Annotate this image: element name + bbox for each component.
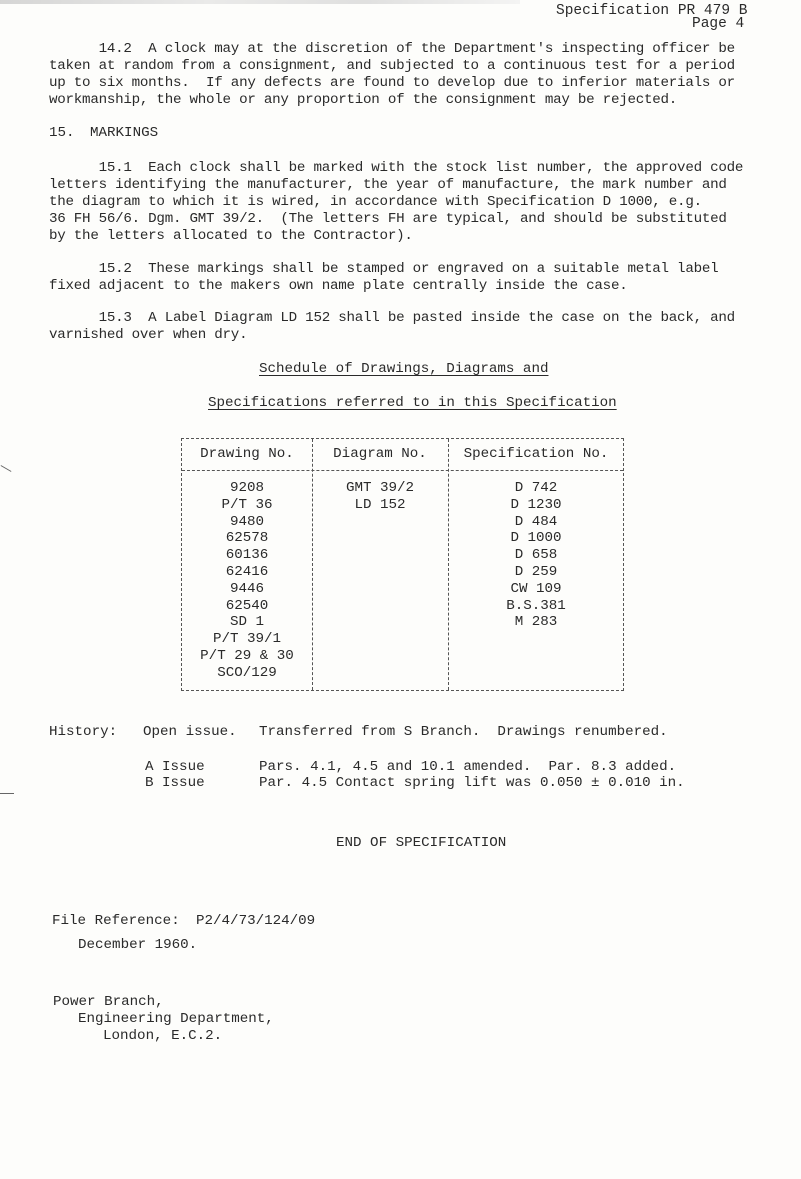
text-line: the diagram to which it is wired, in accordance with Specification D 1000, e.g. — [49, 194, 702, 210]
drawing-cell: 62540 — [225, 597, 269, 614]
address-line: Engineering Department, — [78, 1011, 274, 1027]
specification-cell: D 1000 — [510, 530, 562, 547]
spec-reference: Specification PR 479 B — [556, 3, 748, 19]
drawing-cell: 9480 — [229, 513, 265, 530]
text-line: 15.2 These markings shall be stamped or engraved on a suitable metal label — [49, 261, 719, 277]
diagram-cell: LD 152 — [354, 496, 406, 513]
specification-cell: D 259 — [514, 563, 558, 580]
drawing-column — [182, 480, 312, 682]
history-issue: B Issue — [145, 775, 205, 791]
drawing-cell: 60136 — [225, 547, 269, 564]
history-text: Transferred from S Branch. Drawings renumbered. — [259, 724, 668, 740]
text-line: 14.2 A clock may at the discretion of the Department's inspecting officer be — [49, 41, 735, 57]
scan-edge — [0, 0, 520, 4]
text-line: 15.1 Each clock shall be marked with the stock list number, the approved code — [49, 160, 744, 176]
history-label: History: — [49, 724, 118, 740]
schedule-title-line2: Specifications referred to in this Specification — [208, 395, 617, 411]
diagram-column — [312, 480, 448, 514]
specification-cell: D 742 — [514, 480, 558, 496]
drawing-cell: SCO/129 — [217, 664, 277, 681]
diagram-cell: GMT 39/2 — [345, 480, 415, 496]
history-text: Pars. 4.1, 4.5 and 10.1 amended. Par. 8.3 added. — [259, 759, 677, 775]
specification-cell: B.S.381 — [506, 597, 566, 614]
specification-column — [448, 480, 624, 631]
specification-cell: D 484 — [514, 513, 558, 530]
text-line: taken at random from a consignment, and subjected to a continuous test for a period — [49, 58, 735, 74]
history-issue: A Issue — [145, 759, 205, 775]
drawing-cell: SD 1 — [229, 614, 265, 631]
drawing-cell: 62416 — [225, 563, 269, 580]
end-of-specification: END OF SPECIFICATION — [336, 835, 507, 851]
history-issue: Open issue. — [143, 724, 237, 740]
text-line: letters identifying the manufacturer, the year of manufacture, the mark number and — [49, 177, 727, 193]
section-number: 15. — [49, 125, 75, 141]
file-reference-label: File Reference: — [52, 913, 180, 929]
text-line: up to six months. If any defects are found to develop due to inferior materials or — [49, 75, 735, 91]
margin-mark — [1, 465, 12, 472]
schedule-table — [181, 438, 624, 691]
schedule-title-line1: Schedule of Drawings, Diagrams and — [259, 361, 549, 377]
specification-cell: D 1230 — [510, 496, 562, 513]
history-text: Par. 4.5 Contact spring lift was 0.050 ± 0.010 in. — [259, 775, 685, 791]
header-divider — [182, 470, 623, 471]
specification-cell: CW 109 — [510, 580, 562, 597]
specification-cell: M 283 — [514, 614, 558, 631]
header-drawing-no: Drawing No. — [200, 446, 294, 462]
file-reference-value: P2/4/73/124/09 — [196, 913, 316, 929]
drawing-cell: P/T 29 & 30 — [200, 647, 294, 664]
column-divider — [312, 439, 313, 690]
drawing-cell: P/T 36 — [221, 496, 273, 513]
address-line: Power Branch, — [53, 994, 164, 1010]
page-number: Page 4 — [692, 16, 745, 32]
drawing-cell: 9446 — [229, 580, 265, 597]
text-line: varnished over when dry. — [49, 327, 248, 343]
document-date: December 1960. — [78, 937, 198, 953]
text-line: by the letters allocated to the Contractor). — [49, 228, 413, 244]
text-line: 36 FH 56/6. Dgm. GMT 39/2. (The letters FH are typical, and should be substituted — [49, 211, 727, 227]
drawing-cell: P/T 39/1 — [212, 631, 282, 648]
address-line: London, E.C.2. — [103, 1028, 223, 1044]
section-title: MARKINGS — [90, 125, 159, 141]
text-line: workmanship, the whole or any proportion of the consignment may be rejected. — [49, 92, 678, 108]
drawing-cell: 9208 — [229, 480, 265, 496]
header-diagram-no: Diagram No. — [333, 446, 427, 462]
text-line: fixed adjacent to the makers own name plate centrally inside the case. — [49, 278, 628, 294]
header-specification-no: Specification No. — [463, 446, 609, 462]
drawing-cell: 62578 — [225, 530, 269, 547]
specification-cell: D 658 — [514, 547, 558, 564]
margin-mark — [0, 793, 14, 794]
text-line: 15.3 A Label Diagram LD 152 shall be pasted inside the case on the back, and — [49, 310, 735, 326]
